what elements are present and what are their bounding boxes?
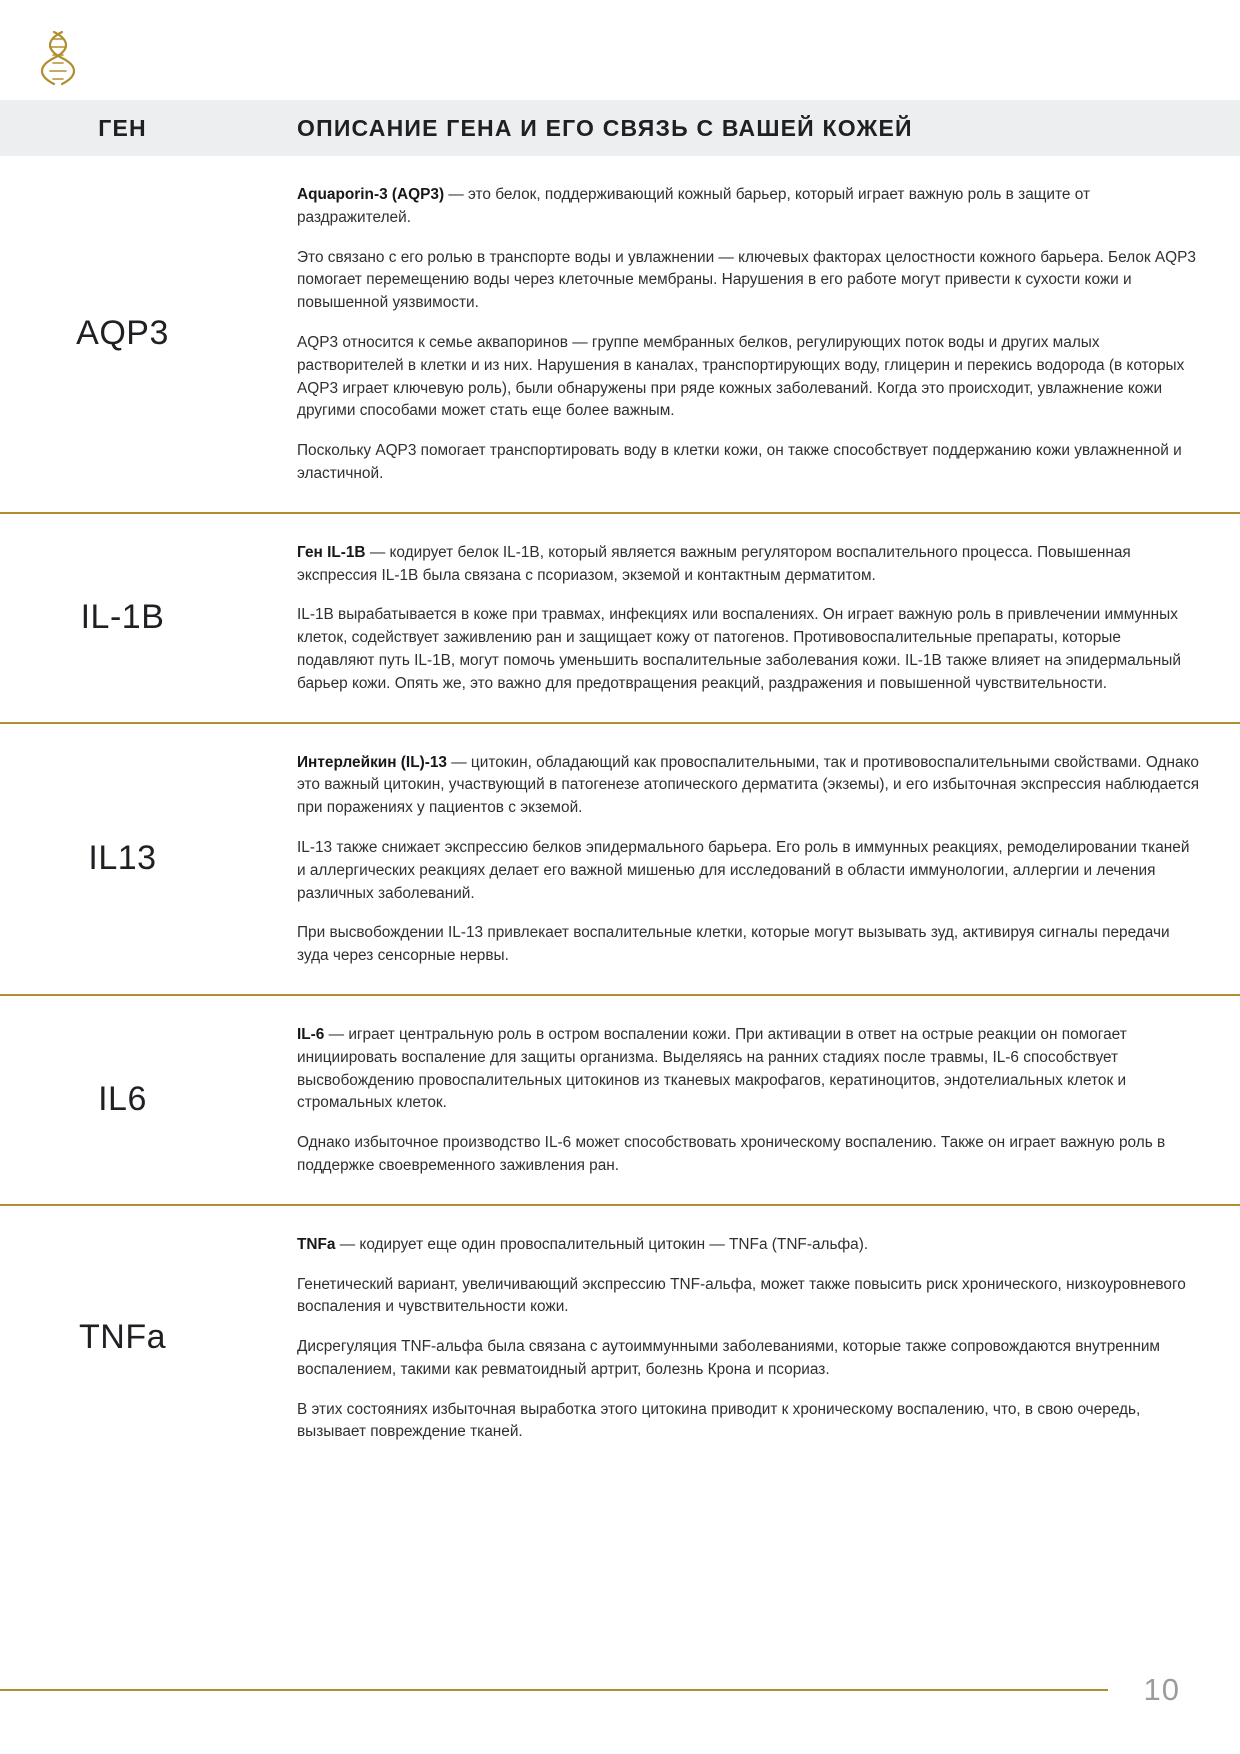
gene-name: IL6 (98, 1080, 147, 1119)
paragraph-text: При высвобождении IL-13 привлекает воспалительные клетки, которые могут вызывать зуд, активируя сигналы передачи зуда через сенсорные нервы. (297, 924, 1170, 965)
gene-description-cell (245, 1206, 1240, 1471)
paragraph-text: — играет центральную роль в остром воспалении кожи. При активации в ответ на острые реакции он помогает инициировать воспаление для защиты организма. Выделяясь на ранних стадиях после травмы, IL-6 способствует высвобождению провоспалительных цитокинов из тканевых макрофагов, кератиноцитов, эндотелиальных клеток и стромальных клеток. (297, 1025, 1127, 1112)
gene-table-body (0, 156, 1240, 1470)
paragraph-lead: Aquaporin-3 (AQP3) (297, 186, 445, 203)
description-paragraph (297, 440, 1200, 486)
paragraph-lead: IL-6 (297, 1025, 325, 1043)
paragraph-lead: Ген IL-1B (297, 543, 366, 561)
column-header-gene: ГЕН (98, 114, 147, 141)
page-footer (0, 1672, 1240, 1708)
description-paragraph (297, 1132, 1200, 1178)
table-row (0, 1206, 1240, 1471)
description-paragraph (297, 604, 1200, 695)
description-paragraph (297, 837, 1200, 905)
gene-cell (0, 156, 245, 512)
paragraph-text: — это белок, поддерживающий кожный барьер, который играет важную роль в защите от раздражителей. (297, 186, 1090, 226)
gene-name: TNFa (79, 1318, 166, 1357)
description-paragraph (297, 1399, 1200, 1445)
gene-name: AQP3 (76, 314, 169, 353)
gene-description-cell (245, 156, 1240, 512)
gene-name: IL-1B (80, 598, 165, 637)
table-row (0, 514, 1240, 724)
paragraph-text: В этих состояниях избыточная выработка этого цитокина приводит к хроническому воспалению, что, в свою очередь, вызывает повреждение тканей. (297, 1400, 1141, 1441)
paragraph-lead: Интерлейкин (IL)-13 (297, 753, 447, 771)
gene-cell (0, 724, 245, 994)
gene-description-cell (245, 996, 1240, 1204)
paragraph-lead: TNFa (297, 1235, 336, 1253)
paragraph-text: AQP3 относится к семье аквапоринов — группе мембранных белков, регулирующих поток воды и других малых растворителей в клетки и из них. Нарушения в каналах, транспортирующих воду, глицерин и перекись водорода (в которых AQP3 играет ключевую роль), были обнаружены при ряде кожных заболеваний. Когда это происходит, увлажнение кожи другими способами может стать еще более важным. (297, 333, 1185, 420)
description-paragraph (297, 1234, 1200, 1257)
gene-name: IL13 (88, 839, 157, 878)
description-paragraph (297, 1024, 1200, 1115)
gene-cell (0, 1206, 245, 1471)
table-row (0, 996, 1240, 1206)
gene-cell (0, 514, 245, 722)
dna-helix-icon (28, 22, 98, 92)
table-row (0, 156, 1240, 514)
gene-description-cell (245, 724, 1240, 994)
description-paragraph (297, 184, 1200, 230)
description-paragraph (297, 332, 1200, 423)
paragraph-text: IL-1B вырабатывается в коже при травмах, инфекциях или воспалениях. Он играет важную роль в привлечении иммунных клеток, содействует заживлению ран и защищает кожу от патогенов. Противовоспалительные препараты, которые подавляют путь IL-1B, могут помочь уменьшить воспалительные заболевания кожи. IL-1B также влияет на эпидермальный барьер кожи. Опять же, это важно для предотвращения реакций, раздражения и повышенной чувствительности. (297, 606, 1181, 692)
table-row (0, 724, 1240, 996)
paragraph-text: Однако избыточное производство IL-6 может способствовать хроническому воспалению. Также он играет важную роль в поддержке своевременного заживления ран. (297, 1134, 1166, 1174)
paragraph-text: Дисрегуляция TNF-альфа была связана с аутоиммунными заболеваниями, которые также сопровождаются внутренним воспалением, такими как ревматоидный артрит, болезнь Крона и псориаз. (297, 1338, 1160, 1378)
gene-cell (0, 996, 245, 1204)
page-number: 10 (1143, 1672, 1180, 1707)
description-paragraph (297, 752, 1200, 820)
paragraph-text: — цитокин, обладающий как провоспалительными, так и противовоспалительными свойствами. Однако это важный цитокин, участвующий в патогенезе атопического дерматита (экземы), и его избыточная экспрессия наблюдается при поражениях у пациентов с экземой. (297, 753, 1200, 817)
column-header-description: ОПИСАНИЕ ГЕНА И ЕГО СВЯЗЬ С ВАШЕЙ КОЖЕЙ (297, 114, 913, 141)
brand-logo (28, 22, 98, 92)
paragraph-text: — кодирует белок IL-1B, который является важным регулятором воспалительного процесса. Повышенная экспрессия IL-1B была связана с псориазом, экземой и контактным дерматитом. (297, 543, 1131, 584)
table-header-bar (0, 100, 1240, 156)
description-paragraph (297, 1274, 1200, 1320)
gene-description-cell (245, 514, 1240, 722)
description-paragraph (297, 247, 1200, 315)
paragraph-text: Поскольку AQP3 помогает транспортировать воду в клетки кожи, он также способствует поддержанию кожи увлажненной и эластичной. (297, 442, 1182, 482)
paragraph-text: IL-13 также снижает экспрессию белков эпидермального барьера. Его роль в иммунных реакциях, ремоделировании тканей и аллергических реакциях делает его важной мишенью для исследований в области иммунологии, аллергии и лечения различных заболеваний. (297, 838, 1190, 902)
description-paragraph (297, 922, 1200, 968)
paragraph-text: — кодирует еще один провоспалительный цитокин — TNFa (TNF-альфа). (335, 1235, 869, 1253)
footer-divider (0, 1689, 1108, 1691)
description-paragraph (297, 542, 1200, 588)
description-paragraph (297, 1336, 1200, 1382)
paragraph-text: Генетический вариант, увеличивающий экспрессию TNF-альфа, может также повысить риск хронического, низкоуровневого воспаления и чувствительности кожи. (297, 1275, 1186, 1316)
paragraph-text: Это связано с его ролью в транспорте воды и увлажнении — ключевых факторах целостности кожного барьера. Белок AQP3 помогает перемещению воды через клеточные мембраны. Нарушения в его работе могут привести к сухости кожи и повышенной уязвимости. (297, 248, 1196, 312)
